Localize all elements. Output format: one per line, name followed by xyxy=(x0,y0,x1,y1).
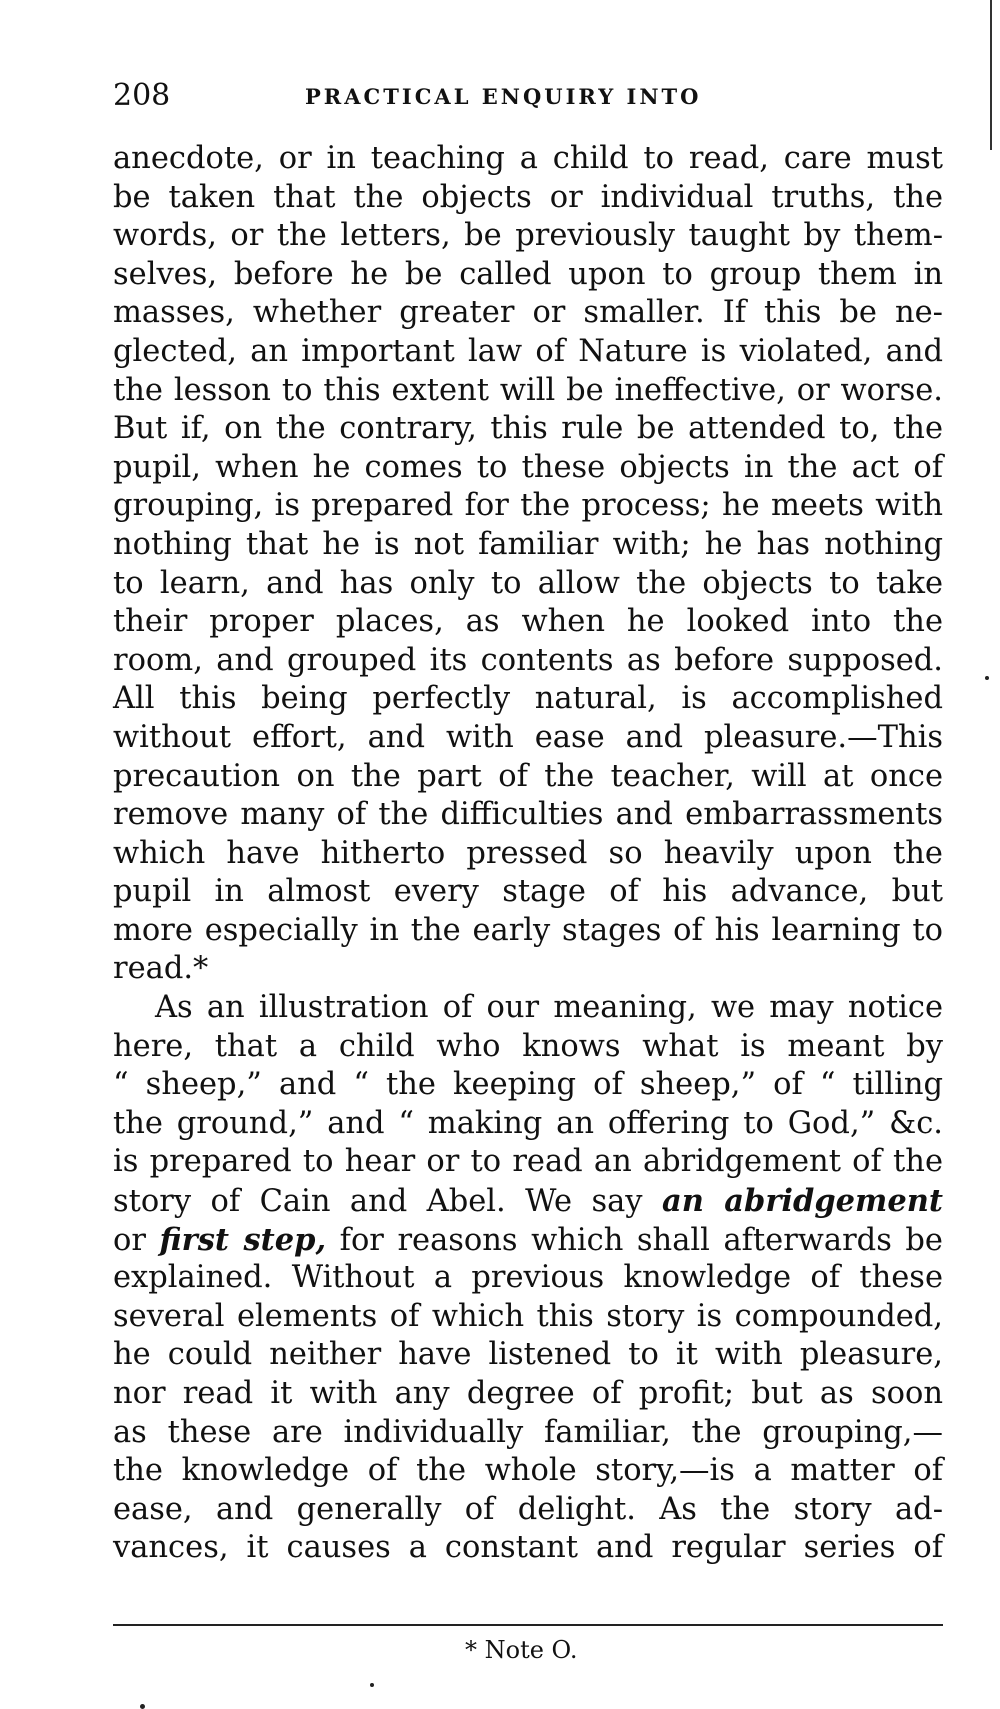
text-line: nothing that he is not familiar with; he has nothing xyxy=(113,526,943,562)
text-line: here, that a child who knows what is meant by xyxy=(113,1028,943,1064)
text-line: the ground,” and “ making an offering to God,” &c. xyxy=(113,1105,943,1141)
text-line: room, and grouped its contents as before supposed. xyxy=(113,642,943,678)
text-line: All this being perfectly natural, is accomplished xyxy=(113,681,943,717)
text-line: words, or the letters, be previously taught by them- xyxy=(113,218,943,254)
text-line: the lesson to this extent will be ineffective, or worse. xyxy=(113,372,943,408)
body-text xyxy=(113,140,943,1568)
text-line: explained. Without a previous knowledge of these xyxy=(113,1260,943,1296)
text-line: be taken that the objects or individual truths, the xyxy=(113,179,943,215)
text-line: nor read it with any degree of profit; but as soon xyxy=(113,1376,943,1411)
text-line: the knowledge of the whole story,—is a matter of xyxy=(113,1453,943,1489)
text-line: pupil, when he comes to these objects in the act of xyxy=(113,449,943,485)
text-run: for reasons which shall afterwards be xyxy=(326,1222,943,1258)
text-line: several elements of which this story is compounded, xyxy=(113,1298,943,1334)
ink-speck xyxy=(370,1683,374,1687)
text-line: he could neither have listened to it with pleasure, xyxy=(113,1337,943,1373)
footnote-rule xyxy=(113,1624,943,1626)
text-line: ease, and generally of delight. As the story ad- xyxy=(113,1491,943,1527)
emphasis-text: first step, xyxy=(159,1221,327,1258)
text-line: pupil in almost every stage of his advance, but xyxy=(113,874,943,910)
text-line: more especially in the early stages of his learning to xyxy=(113,912,943,948)
text-line: which have hitherto pressed so heavily upon the xyxy=(113,835,943,871)
text-line xyxy=(113,1221,943,1260)
footnote: * Note O. xyxy=(465,1636,578,1664)
text-line: As an illustration of our meaning, we may notice xyxy=(155,990,943,1026)
text-line: glected, an important law of Nature is violated, and xyxy=(113,333,943,369)
page-number: 208 xyxy=(113,78,171,113)
text-run: or xyxy=(113,1222,160,1258)
text-line: anecdote, or in teaching a child to read, care must xyxy=(113,141,943,176)
text-line: is prepared to hear or to read an abridgement of the xyxy=(113,1144,943,1180)
text-line: selves, before he be called upon to group them in xyxy=(113,256,943,292)
text-line: precaution on the part of the teacher, will at once xyxy=(113,758,943,794)
text-line: “ sheep,” and “ the keeping of sheep,” of “ tilling xyxy=(113,1067,943,1103)
text-line: without effort, and with ease and pleasure.—This xyxy=(113,719,943,755)
text-line: vances, it causes a constant and regular series of xyxy=(113,1530,943,1566)
text-line: read.* xyxy=(113,951,209,987)
ink-speck xyxy=(985,676,989,680)
emphasis-text: an abridgement xyxy=(661,1183,943,1220)
page-header xyxy=(113,78,943,118)
text-line: grouping, is prepared for the process; he meets with xyxy=(113,488,943,524)
page-edge xyxy=(990,0,992,150)
text-line: masses, whether greater or smaller. If this be ne- xyxy=(113,295,943,331)
text-line: But if, on the contrary, this rule be attended to, the xyxy=(113,411,943,447)
text-line: as these are individually familiar, the grouping,— xyxy=(113,1414,943,1450)
text-line: to learn, and has only to allow the objects to take xyxy=(113,565,943,601)
text-run: story of Cain and Abel. We say xyxy=(113,1184,662,1220)
text-line xyxy=(113,1182,943,1221)
running-head: PRACTICAL ENQUIRY INTO xyxy=(305,84,702,109)
text-line: their proper places, as when he looked into the xyxy=(113,604,943,640)
ink-speck xyxy=(140,1704,145,1709)
text-line: remove many of the difficulties and embarrassments xyxy=(113,797,943,833)
